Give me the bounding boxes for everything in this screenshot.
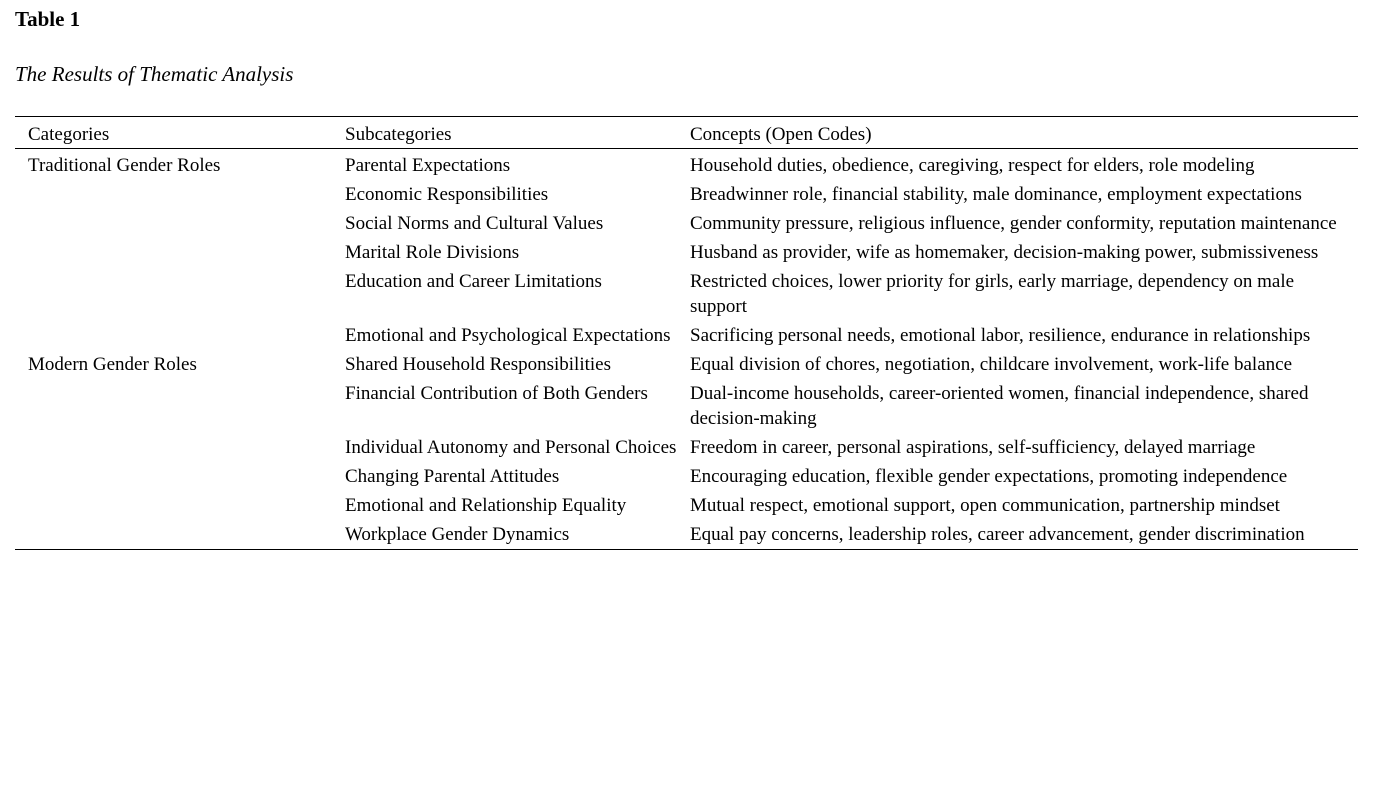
table-row [15, 379, 1358, 433]
concepts-cell: Community pressure, religious influence, gender conformity, reputation maintenance [690, 213, 1337, 234]
category-cell [15, 433, 345, 462]
subcategory-cell: Emotional and Relationship Equality [345, 495, 627, 516]
table-label: Table 1 [15, 7, 81, 31]
table-row [15, 180, 1358, 209]
subcategory-cell: Social Norms and Cultural Values [345, 213, 604, 234]
concepts-cell: Husband as provider, wife as homemaker, decision-making power, submissiveness [690, 242, 1319, 263]
table-row [15, 433, 1358, 462]
concepts-cell: Equal division of chores, negotiation, childcare involvement, work-life balance [690, 354, 1292, 375]
concepts-cell: Sacrificing personal needs, emotional labor, resilience, endurance in relationships [690, 325, 1311, 346]
concepts-cell: Equal pay concerns, leadership roles, career advancement, gender discrimination [690, 524, 1305, 545]
header-row [15, 117, 1358, 149]
subcategory-cell: Emotional and Psychological Expectations [345, 325, 671, 346]
table-row [15, 238, 1358, 267]
subcategory-cell: Parental Expectations [345, 155, 511, 176]
category-cell [15, 209, 345, 238]
concepts-cell: Dual-income households, career-oriented women, financial independence, shared decision-making [690, 383, 1309, 429]
subcategory-cell: Shared Household Responsibilities [345, 354, 611, 375]
subcategory-cell: Education and Career Limitations [345, 271, 602, 292]
subcategory-cell: Marital Role Divisions [345, 242, 520, 263]
header-concepts: Concepts (Open Codes) [690, 124, 872, 145]
table-row [15, 149, 1358, 181]
category-cell [15, 379, 345, 433]
category-cell: Modern Gender Roles [28, 354, 197, 375]
table-row [15, 520, 1358, 550]
concepts-cell: Encouraging education, flexible gender expectations, promoting independence [690, 466, 1288, 487]
category-cell [15, 321, 345, 350]
category-cell [15, 462, 345, 491]
table-row [15, 491, 1358, 520]
category-cell [15, 180, 345, 209]
concepts-cell: Freedom in career, personal aspirations, self-sufficiency, delayed marriage [690, 437, 1256, 458]
table-body [15, 149, 1358, 550]
category-cell [15, 267, 345, 321]
table-row [15, 267, 1358, 321]
thematic-analysis-table [15, 116, 1358, 550]
subcategory-cell: Financial Contribution of Both Genders [345, 383, 648, 404]
subcategory-cell: Workplace Gender Dynamics [345, 524, 570, 545]
subcategory-cell: Individual Autonomy and Personal Choices [345, 437, 677, 458]
table-header [15, 117, 1358, 149]
table-row [15, 462, 1358, 491]
concepts-cell: Breadwinner role, financial stability, male dominance, employment expectations [690, 184, 1302, 205]
subcategory-cell: Changing Parental Attitudes [345, 466, 560, 487]
table-title: The Results of Thematic Analysis [15, 62, 294, 86]
table-row [15, 209, 1358, 238]
concepts-cell: Household duties, obedience, caregiving, respect for elders, role modeling [690, 155, 1255, 176]
table-row [15, 350, 1358, 379]
concepts-cell: Mutual respect, emotional support, open communication, partnership mindset [690, 495, 1280, 516]
thematic-analysis-table-container [15, 116, 1358, 550]
concepts-cell: Restricted choices, lower priority for girls, early marriage, dependency on male support [690, 271, 1295, 317]
category-cell [15, 491, 345, 520]
header-categories: Categories [28, 124, 110, 145]
header-subcategories: Subcategories [345, 124, 452, 145]
subcategory-cell: Economic Responsibilities [345, 184, 549, 205]
category-cell: Traditional Gender Roles [28, 155, 221, 176]
table-row [15, 321, 1358, 350]
category-cell [15, 238, 345, 267]
category-cell [15, 520, 345, 550]
